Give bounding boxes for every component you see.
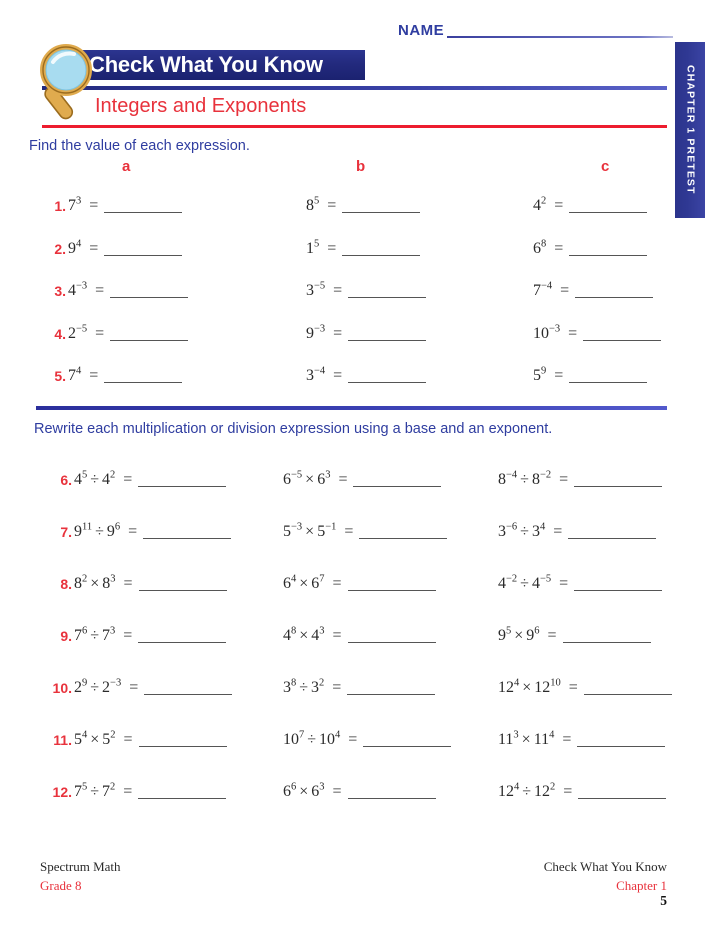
expression: $5^9$ = <box>533 365 564 384</box>
answer-blank[interactable] <box>584 694 672 695</box>
problem-row <box>0 782 705 802</box>
answer-blank[interactable] <box>104 212 182 213</box>
answer-blank[interactable] <box>563 642 651 643</box>
problem-cell <box>74 574 227 594</box>
expression: $12^4 \times 12^{10}$ = <box>498 677 578 696</box>
answer-blank[interactable] <box>569 212 647 213</box>
answer-blank[interactable] <box>138 642 226 643</box>
problem-number: 9. <box>60 628 72 644</box>
answer-blank[interactable] <box>348 798 436 799</box>
answer-blank[interactable] <box>342 255 420 256</box>
problem-cell <box>306 239 420 259</box>
problem-cell <box>533 281 653 301</box>
problem-cell <box>68 281 188 301</box>
expression: $9^5 \times 9^6$ = <box>498 625 557 644</box>
problem-number: 11. <box>53 732 72 748</box>
expression: $4^{-2} \div 4^{-5}$ = <box>498 573 569 592</box>
problem-cell <box>533 324 661 344</box>
answer-blank[interactable] <box>348 297 426 298</box>
answer-blank[interactable] <box>577 746 665 747</box>
problem-row <box>0 574 705 594</box>
expression: $8^5$ = <box>306 195 337 214</box>
problem-number: 7. <box>60 524 72 540</box>
problem-row <box>0 730 705 750</box>
problem-cell <box>68 324 188 344</box>
answer-blank[interactable] <box>353 486 441 487</box>
problem-cell <box>74 678 232 698</box>
problem-cell <box>283 470 441 490</box>
problem-number: 3. <box>54 283 66 299</box>
answer-blank[interactable] <box>359 538 447 539</box>
expression: $1^5$ = <box>306 238 337 257</box>
expression: $11^3 \times 11^4$ = <box>498 729 572 748</box>
problem-cell <box>306 366 426 386</box>
problem-cell <box>68 366 182 386</box>
problem-cell <box>498 678 672 698</box>
answer-blank[interactable] <box>583 340 661 341</box>
instruction-section-2: Rewrite each multiplication or division expression using a base and an exponent. <box>34 421 553 437</box>
answer-blank[interactable] <box>110 340 188 341</box>
expression: $6^4 \times 6^7$ = <box>283 573 342 592</box>
problem-number: 8. <box>60 576 72 592</box>
name-field-row <box>398 14 673 40</box>
expression: $3^{-6} \div 3^4$ = <box>498 521 563 540</box>
expression: $7^3$ = <box>68 195 99 214</box>
problem-cell <box>74 782 226 802</box>
answer-blank[interactable] <box>574 486 662 487</box>
problem-cell <box>533 196 647 216</box>
expression: $6^{-5} \times 6^3$ = <box>283 469 348 488</box>
answer-blank[interactable] <box>144 694 232 695</box>
problem-row <box>0 239 705 259</box>
problem-number: 10. <box>52 680 72 696</box>
expression: $3^8 \div 3^2$ = <box>283 677 342 696</box>
expression: $4^{-3}$ = <box>68 280 105 299</box>
magnifying-glass-icon <box>36 42 98 124</box>
expression: $4^5 \div 4^2$ = <box>74 469 133 488</box>
problem-cell <box>74 522 231 542</box>
section-divider-rule <box>36 406 667 410</box>
answer-blank[interactable] <box>575 297 653 298</box>
instruction-section-1: Find the value of each expression. <box>29 138 250 154</box>
footer-grade: Grade 8 <box>40 877 82 893</box>
problem-cell <box>498 782 666 802</box>
answer-blank[interactable] <box>348 590 436 591</box>
expression: $7^6 \div 7^3$ = <box>74 625 133 644</box>
footer-left <box>40 858 121 896</box>
expression: $12^4 \div 12^2$ = <box>498 781 573 800</box>
footer-chapter: Chapter 1 <box>616 877 667 893</box>
expression: $7^5 \div 7^2$ = <box>74 781 133 800</box>
header-blue-rule <box>42 86 667 90</box>
expression: $5^{-3} \times 5^{-1}$ = <box>283 521 354 540</box>
expression: $9^{11} \div 9^6$ = <box>74 521 138 540</box>
problem-cell <box>74 626 226 646</box>
problem-number: 1. <box>54 198 66 214</box>
footer-section-title: Check What You Know <box>543 859 667 874</box>
answer-blank[interactable] <box>110 297 188 298</box>
answer-blank[interactable] <box>569 382 647 383</box>
problem-row <box>0 678 705 698</box>
problem-number: 2. <box>54 240 66 257</box>
problem-cell <box>498 470 662 490</box>
chapter-pretest-tab <box>675 42 705 218</box>
problem-cell <box>306 196 420 216</box>
problem-row <box>0 522 705 542</box>
answer-blank[interactable] <box>569 255 647 256</box>
problem-number: 4. <box>54 325 66 342</box>
expression: $5^4 \times 5^2$ = <box>74 729 133 748</box>
answer-blank[interactable] <box>139 590 227 591</box>
answer-blank[interactable] <box>348 340 426 341</box>
problem-cell <box>283 574 436 594</box>
problem-number: 6. <box>60 472 72 488</box>
problem-row <box>0 196 705 216</box>
problem-cell <box>283 522 447 542</box>
expression: $7^{-4}$ = <box>533 280 570 299</box>
column-header-a: a <box>122 158 131 175</box>
header-red-rule <box>42 125 667 128</box>
page-subtitle: Integers and Exponents <box>95 95 307 117</box>
answer-blank[interactable] <box>143 538 231 539</box>
problem-cell <box>283 730 451 750</box>
answer-blank[interactable] <box>574 590 662 591</box>
answer-blank[interactable] <box>342 212 420 213</box>
answer-blank[interactable] <box>347 694 435 695</box>
name-label: NAME <box>398 22 445 39</box>
problem-cell <box>283 678 435 698</box>
problem-row <box>0 626 705 646</box>
answer-blank[interactable] <box>104 255 182 256</box>
answer-blank[interactable] <box>138 798 226 799</box>
expression: $2^9 \div 2^{-3}$ = <box>74 677 139 696</box>
problem-row <box>0 470 705 490</box>
answer-blank[interactable] <box>568 538 656 539</box>
answer-blank[interactable] <box>104 382 182 383</box>
problem-cell <box>306 281 426 301</box>
problem-cell <box>533 366 647 386</box>
answer-blank[interactable] <box>138 486 226 487</box>
expression: $9^4$ = <box>68 238 99 257</box>
page-number: 5 <box>660 893 667 908</box>
expression: $8^{-4} \div 8^{-2}$ = <box>498 469 569 488</box>
expression: $4^8 \times 4^3$ = <box>283 625 342 644</box>
footer-book-title: Spectrum Math <box>40 859 121 874</box>
expression: $3^{-5}$ = <box>306 280 343 299</box>
column-header-c: c <box>601 158 610 175</box>
expression: $10^{-3}$ = <box>533 323 578 342</box>
problem-row <box>0 366 705 386</box>
problem-cell <box>283 626 436 646</box>
answer-blank[interactable] <box>139 746 227 747</box>
expression: $6^6 \times 6^3$ = <box>283 781 342 800</box>
answer-blank[interactable] <box>348 382 426 383</box>
problem-cell <box>68 239 182 259</box>
name-write-line[interactable] <box>447 36 673 38</box>
column-header-b: b <box>356 158 366 175</box>
problem-cell <box>283 782 436 802</box>
answer-blank[interactable] <box>363 746 451 747</box>
banner-title: Check What You Know <box>89 52 323 77</box>
problem-row <box>0 324 705 344</box>
check-what-you-know-banner <box>80 50 365 80</box>
problem-cell <box>498 730 665 750</box>
expression: $8^2 \times 8^3$ = <box>74 573 133 592</box>
expression: $10^7 \div 10^4$ = <box>283 729 358 748</box>
problem-cell <box>498 574 662 594</box>
problem-cell <box>533 239 647 259</box>
problem-number: 12. <box>52 784 72 800</box>
problem-cell <box>74 470 226 490</box>
chapter-tab-label: CHAPTER 1 PRETEST <box>684 65 697 195</box>
expression: $2^{-5}$ = <box>68 323 105 342</box>
problem-cell <box>74 730 227 750</box>
footer-right <box>544 858 667 896</box>
expression: $9^{-3}$ = <box>306 323 343 342</box>
problem-row <box>0 281 705 301</box>
problem-cell <box>68 196 182 216</box>
expression: $3^{-4}$ = <box>306 365 343 384</box>
problem-number: 5. <box>54 368 66 384</box>
expression: $4^2$ = <box>533 195 564 214</box>
problem-cell <box>498 522 656 542</box>
answer-blank[interactable] <box>578 798 666 799</box>
expression: $6^8$ = <box>533 238 564 257</box>
problem-cell <box>306 324 426 344</box>
problem-cell <box>498 626 651 646</box>
answer-blank[interactable] <box>348 642 436 643</box>
expression: $7^4$ = <box>68 365 99 384</box>
